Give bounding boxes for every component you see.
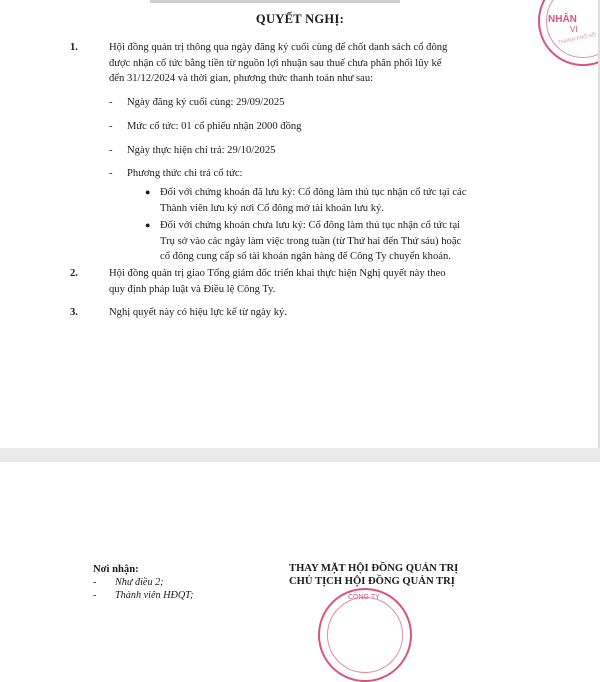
- item-1-line-2: được nhận cổ tức bằng tiền từ nguồn lợi nhuận sau thuế chưa phân phối lũy kế: [109, 57, 442, 69]
- payment-method-text: Phương thức chi trả cổ tức:: [127, 168, 243, 179]
- dash-marker: -: [93, 577, 97, 588]
- item-number: 3.: [70, 307, 78, 318]
- item-3-line-1: Nghị quyết này có hiệu lực kể từ ngày ký.: [109, 307, 287, 318]
- seal-text: VI: [570, 25, 578, 34]
- resolution-heading: QUYẾT NGHỊ:: [255, 12, 345, 26]
- bullet-1-line-1: Đối với chứng khoán đã lưu ký: Cổ đông làm thủ tục nhận cổ tức tại các: [160, 187, 467, 198]
- bullet-1-line-2: Thành viên lưu ký nơi Cổ đông mở tài khoản lưu ký.: [160, 202, 384, 214]
- page-break: [0, 448, 600, 462]
- dash-marker: -: [93, 590, 97, 601]
- signature-title-line-2: CHỦ TỊCH HỘI ĐỒNG QUẢN TRỊ: [289, 576, 455, 587]
- item-2-line-1: Hội đồng quản trị giao Tổng giám đốc triển khai thực hiện Nghị quyết này theo: [109, 268, 446, 279]
- item-number: 2.: [70, 268, 78, 279]
- bullet-2-line-1: Đối với chứng khoán chưa lưu ký: Cổ đông làm thủ tục nhận cổ tức tại: [160, 220, 461, 231]
- payment-date-text: Ngày thực hiện chi trả: 29/10/2025: [127, 145, 276, 156]
- bullet-marker: ●: [145, 187, 151, 197]
- seal-text: CÔNG TY: [348, 594, 380, 601]
- dash-marker: -: [109, 97, 113, 108]
- document-page-2: [0, 462, 600, 600]
- recipient-line-1: [93, 577, 164, 588]
- record-date-text: Ngày đăng ký cuối cùng: 29/09/2025: [127, 97, 285, 108]
- company-seal-bottom: [318, 588, 412, 682]
- bullet-marker: ●: [145, 220, 151, 230]
- dash-marker: -: [109, 145, 113, 156]
- item-1-line-1: Hội đồng quản trị thông qua ngày đăng ký cuối cùng để chốt danh sách cổ đông: [109, 42, 448, 53]
- recipient-text: Như điều 2;: [115, 577, 164, 588]
- recipient-line-2: [93, 590, 194, 601]
- item-1-line-3: đến 31/12/2024 và thời gian, phương thức thanh toán như sau:: [109, 73, 374, 84]
- item-2-line-2: quy định pháp luật và Điều lệ Công Ty.: [109, 283, 276, 295]
- company-seal-top: [538, 0, 600, 66]
- dash-marker: -: [109, 121, 113, 132]
- dash-marker: -: [109, 168, 113, 179]
- item-number: 1.: [70, 42, 78, 53]
- dividend-rate-text: Mức cổ tức: 01 cổ phiếu nhận 2000 đồng: [127, 121, 302, 132]
- seal-text: NHÂN: [548, 14, 577, 25]
- cropped-previous-line: [150, 0, 400, 3]
- bullet-2-line-3: cổ đông cung cấp số tài khoản ngân hàng để Công Ty chuyển khoản.: [160, 251, 451, 262]
- seal-text: THÀNH PHỐ HỒ: [557, 32, 597, 46]
- seal-inner-ring: [327, 597, 403, 673]
- signature-title-line-1: THAY MẶT HỘI ĐỒNG QUẢN TRỊ: [289, 563, 459, 574]
- recipient-text: Thành viên HĐQT;: [115, 590, 194, 601]
- recipients-title: Nơi nhận:: [93, 564, 139, 575]
- bullet-2-line-2: Trụ sở vào các ngày làm việc trong tuần (từ Thứ hai đến Thứ sáu) hoặc: [160, 235, 462, 247]
